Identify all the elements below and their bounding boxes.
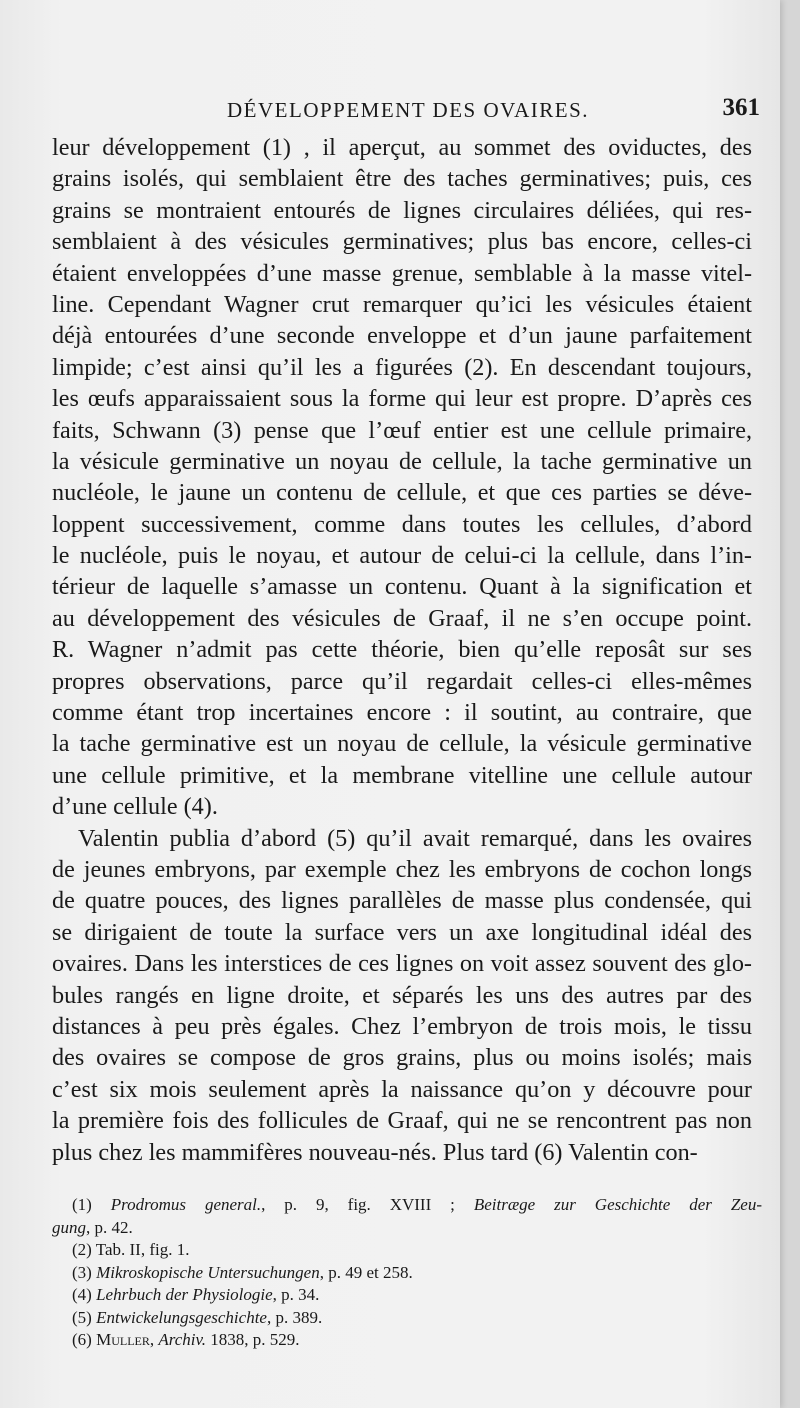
body-text <box>52 132 752 1168</box>
text-line: étaient enveloppées d’une masse grenue, semblable à la masse vitel- <box>52 259 752 287</box>
footnote-mark: (6) <box>72 1330 92 1349</box>
footnote <box>72 1284 762 1307</box>
footnote <box>72 1194 762 1217</box>
footnote <box>72 1239 762 1262</box>
text-line: plus chez les mammifères nouveau-nés. Plus tard (6) Valentin con- <box>52 1138 698 1166</box>
text-line: grains se montraient entourés de lignes circulaires déliées, qui res- <box>52 196 752 224</box>
text-line: la vésicule germinative un noyau de cellule, la tache germinative un <box>52 447 752 475</box>
text-line: propres observations, parce qu’il regardait celles-ci elles-mêmes <box>52 667 752 695</box>
footnote-mark: (3) <box>72 1262 92 1282</box>
text-line: limpide; c’est ainsi qu’il les a figurées (2). En descendant toujours, <box>52 353 752 381</box>
text-line: Valentin publia d’abord (5) qu’il avait remarqué, dans les ovaires <box>78 824 752 852</box>
footnote-mark: (2) <box>72 1240 92 1259</box>
footnote-title: Entwickelungsgeschichte <box>96 1307 267 1327</box>
text-line: des ovaires se compose de gros grains, plus ou moins isolés; mais <box>52 1044 752 1072</box>
text-line: comme étant trop incertaines encore : il soutint, au contraire, que <box>52 699 752 727</box>
footnote-ref: Tab. II, fig. 1. <box>95 1240 190 1259</box>
footnote-ref: , p. 9, fig. XVIII ; <box>261 1195 474 1214</box>
footnote-ref: , p. 34. <box>272 1285 320 1304</box>
text-line: la première fois des follicules de Graaf, qui ne se rencontrent pas non <box>52 1107 752 1135</box>
text-line: au développement des vésicules de Graaf, il ne s’en occupe point. <box>52 604 752 632</box>
text-line: line. Cependant Wagner crut remarquer qu’ici les vésicules étaient <box>52 290 752 318</box>
footnote-title: Lehrbuch der Physiologie <box>96 1285 273 1304</box>
text-line: c’est six mois seulement après la naissance qu’on y découvre pour <box>52 1075 752 1103</box>
footnote-ref: 1838, p. 529. <box>206 1330 300 1349</box>
footnote-mark: (1) <box>72 1195 92 1214</box>
footnote-ref: , <box>149 1330 159 1349</box>
page-number: 361 <box>722 94 760 121</box>
text-line: faits, Schwann (3) pense que l’œuf entier est une cellule primaire, <box>52 416 752 444</box>
running-title: DÉVELOPPEMENT DES OVAIRES. <box>227 98 589 122</box>
footnote <box>72 1262 762 1285</box>
footnote-title: Beitræge zur Geschichte der Zeu- <box>473 1195 763 1214</box>
text-line: déjà entourées d’une seconde enveloppe et d’un jaune parfaitement <box>52 322 752 350</box>
text-line: bules rangés en ligne droite, et séparés les uns des autres par des <box>52 981 752 1009</box>
text-line: se dirigaient de toute la surface vers un axe longitudinal idéal des <box>52 918 752 946</box>
text-line: les œufs apparaissaient sous la forme qui leur est propre. D’après ces <box>52 385 752 413</box>
footnote-ref: , p. 389. <box>266 1307 323 1327</box>
text-line: térieur de laquelle s’amasse un contenu. Quant à la signification et <box>52 573 752 601</box>
footnote <box>72 1329 762 1352</box>
footnote-continuation <box>52 1217 762 1240</box>
text-line: grains isolés, qui semblaient être des taches germinatives; puis, ces <box>52 165 752 193</box>
footnote-mark: (4) <box>72 1285 92 1304</box>
footnote-title: gung <box>52 1217 86 1237</box>
footnote <box>72 1307 762 1330</box>
footnote-ref: , p. 49 et 258. <box>319 1262 413 1282</box>
text-line: leur développement (1) , il aperçut, au sommet des oviductes, des <box>52 134 752 161</box>
footnote-author: Muller <box>96 1330 150 1349</box>
footnote-title: Prodromus general. <box>110 1195 262 1214</box>
text-line: de jeunes embryons, par exemple chez les embryons de cochon longs <box>52 855 752 883</box>
footnote-ref: , p. 42. <box>86 1217 133 1237</box>
footnote-mark: (5) <box>72 1307 92 1327</box>
text-line: ovaires. Dans les interstices de ces lignes on voit assez souvent des glo- <box>52 950 752 978</box>
text-line: distances à peu près égales. Chez l’embryon de trois mois, le tissu <box>52 1012 752 1040</box>
paragraph <box>52 823 752 1168</box>
text-line: loppent successivement, comme dans toutes les cellules, d’abord <box>52 510 752 538</box>
text-line: de quatre pouces, des lignes parallèles de masse plus condensée, qui <box>52 887 752 915</box>
footnote-title: Mikroskopische Untersuchungen <box>96 1262 320 1282</box>
text-line: nucléole, le jaune un contenu de cellule, et que ces parties se déve- <box>52 479 752 507</box>
text-line: semblaient à des vésicules germinatives; plus bas encore, celles-ci <box>52 228 752 256</box>
text-line: une cellule primitive, et la membrane vitelline une cellule autour <box>52 761 752 789</box>
text-line: la tache germinative est un noyau de cellule, la vésicule germinative <box>52 730 752 758</box>
running-head <box>52 94 764 124</box>
footnotes <box>52 1194 763 1352</box>
text-line: d’une cellule (4). <box>52 793 218 821</box>
paragraph <box>52 132 752 823</box>
footnote-title: Archiv. <box>158 1330 207 1349</box>
text-line: le nucléole, puis le noyau, et autour de celui-ci la cellule, dans l’in- <box>52 542 752 570</box>
text-line: R. Wagner n’admit pas cette théorie, bien qu’elle reposât sur ses <box>52 636 752 664</box>
